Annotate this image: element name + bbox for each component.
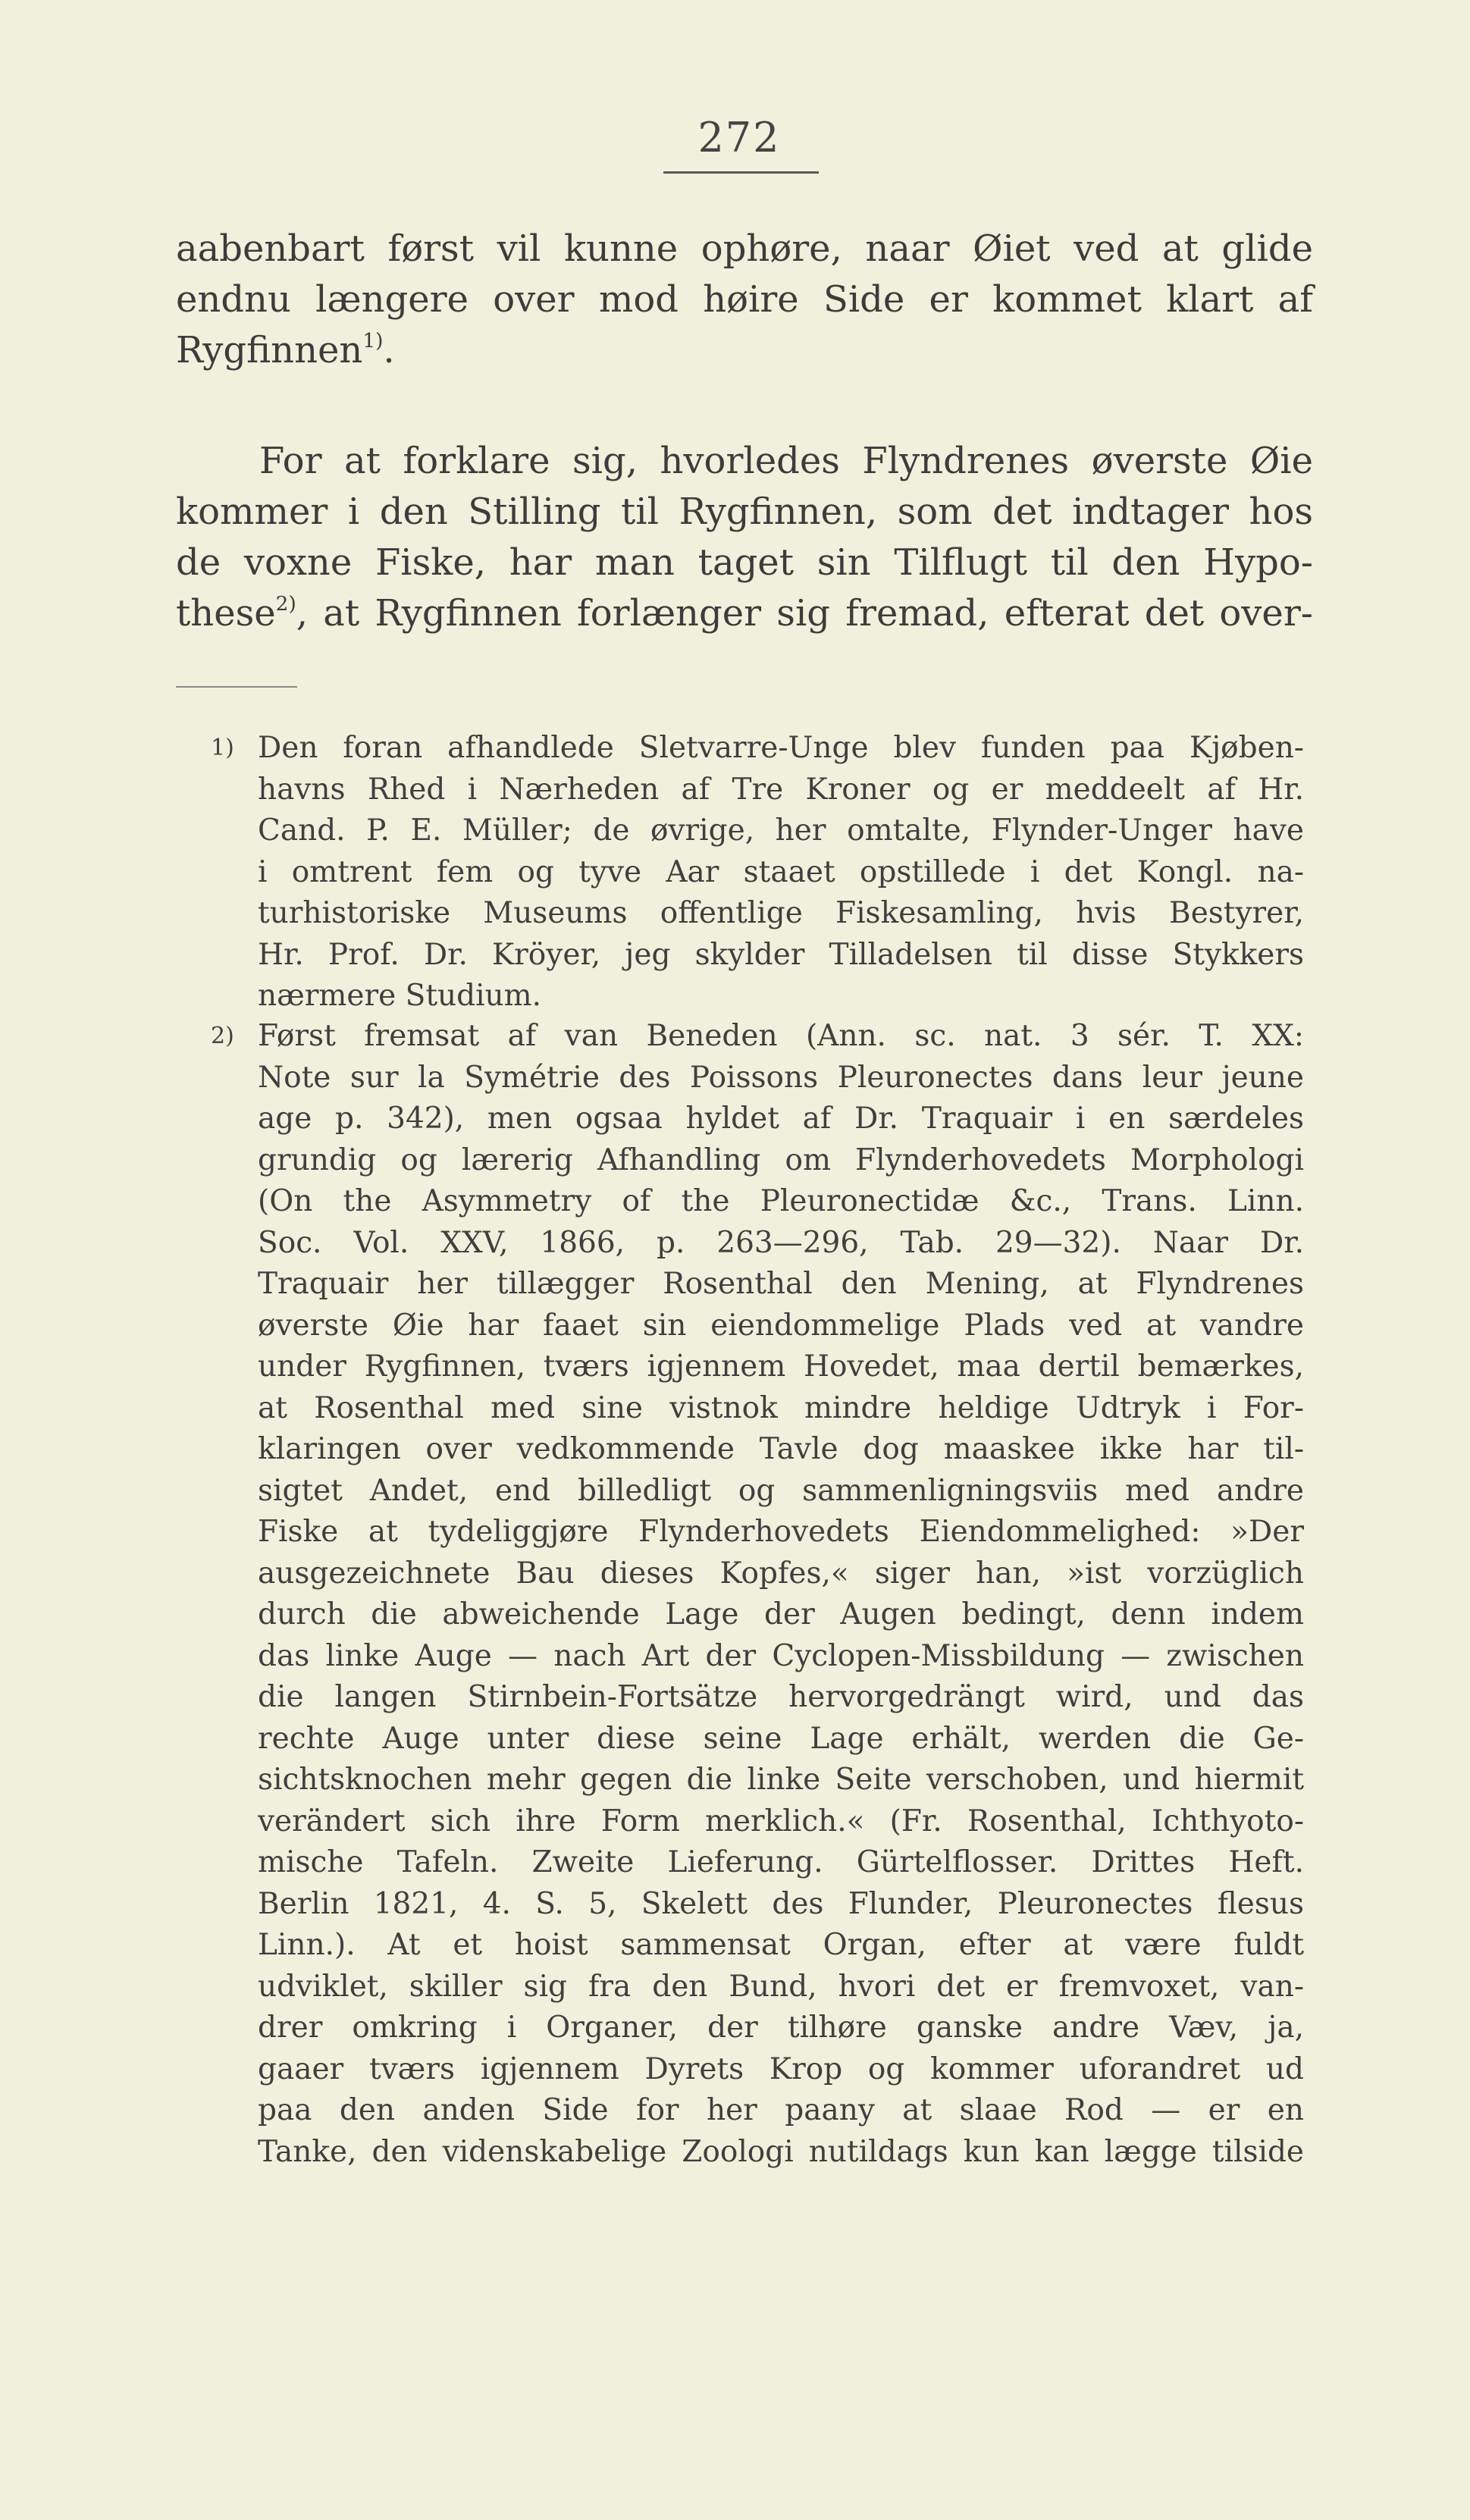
footnote-line: mische Tafeln. Zweite Lieferung. Gürtelflosser. Drittes Heft. — [258, 1845, 1304, 1879]
footnote-line: udviklet, skiller sig fra den Bund, hvori det er fremvoxet, van- — [258, 1969, 1304, 2004]
paragraph-1-line-3-text: Rygfinnen — [176, 329, 363, 371]
paragraph-1-line-3-tail: . — [383, 329, 395, 371]
footnote-line: klaringen over vedkommende Tavle dog maaskee ikke har til- — [258, 1432, 1304, 1466]
footnote-line: die langen Stirnbein-Fortsätze hervorgedrängt wird, und das — [258, 1680, 1304, 1714]
footnote-line: Tanke, den videnskabelige Zoologi nutildags kun kan lægge tilside — [258, 2134, 1304, 2169]
paragraph-2 — [176, 436, 1313, 639]
footnote-line: sigtet Andet, end billedligt og sammenligningsviis med andre — [258, 1473, 1304, 1508]
footnote-2 — [211, 1016, 1304, 2173]
footnote-divider — [176, 686, 297, 688]
footnote-line: Fiske at tydeliggjøre Flynderhovedets Eiendommelighed: »Der — [258, 1515, 1304, 1549]
footnote-ref-2: 2) — [275, 592, 296, 616]
footnote-line: grundig og lærerig Afhandling om Flynderhovedets Morphologi — [258, 1142, 1304, 1177]
footnote-line: paa den anden Side for her paany at slaae Rod — er en — [258, 2093, 1304, 2127]
footnote-1-marker: 1) — [211, 735, 234, 761]
paragraph-2-line-3: de voxne Fiske, har man taget sin Tilflugt til den Hypo- — [176, 541, 1313, 584]
footnote-line: (On the Asymmetry of the Pleuronectidæ &c., Trans. Linn. — [258, 1184, 1304, 1218]
footnote-1-body — [258, 728, 1304, 1017]
footnote-line: verändert sich ihre Form merklich.« (Fr. Rosenthal, Ichthyoto- — [258, 1804, 1304, 1838]
footnote-2-body — [258, 1016, 1304, 2173]
footnote-line: Berlin 1821, 4. S. 5, Skelett des Flunder, Pleuronectes flesus — [258, 1886, 1304, 1921]
footnote-line: nærmere Studium. — [258, 979, 542, 1013]
paragraph-1-line-2: endnu længere over mod høire Side er kommet klart af — [176, 278, 1313, 321]
footnote-line: under Rygfinnen, tværs igjennem Hovedet, maa dertil bemærkes, — [258, 1349, 1304, 1384]
footnote-line: Traquair her tillægger Rosenthal den Mening, at Flyndrenes — [258, 1267, 1304, 1301]
footnote-line: sichtsknochen mehr gegen die linke Seite verschoben, und hiermit — [258, 1763, 1304, 1797]
paragraph-1-line-1: aabenbart først vil kunne ophøre, naar Øiet ved at glide — [176, 227, 1313, 270]
footnote-line: Den foran afhandlede Sletvarre-Unge blev funden paa Kjøben- — [258, 731, 1304, 765]
paragraph-2-line-1: For at forklare sig, hvorledes Flyndrenes øverste Øie — [259, 440, 1313, 482]
footnote-line: Hr. Prof. Dr. Kröyer, jeg skylder Tilladelsen til disse Stykkers — [258, 937, 1304, 972]
footnote-1 — [211, 728, 1304, 1017]
paragraph-1 — [176, 224, 1313, 376]
footnote-line: das linke Auge — nach Art der Cyclopen-Missbildung — zwischen — [258, 1638, 1304, 1673]
footnote-line: i omtrent fem og tyve Aar staaet opstillede i det Kongl. na- — [258, 854, 1304, 889]
footnote-line: at Rosenthal med sine vistnok mindre heldige Udtryk i For- — [258, 1390, 1304, 1425]
page-number: 272 — [697, 114, 781, 161]
footnote-line: gaaer tværs igjennem Dyrets Krop og kommer uforandret ud — [258, 2051, 1304, 2086]
footnote-line: turhistoriske Museums offentlige Fiskesamling, hvis Bestyrer, — [258, 896, 1304, 930]
page-number-rule — [663, 171, 819, 174]
footnote-2-marker: 2) — [211, 1023, 234, 1049]
paragraph-2-line-4-tail: , at Rygfinnen forlænger sig fremad, efterat det over- — [296, 592, 1313, 635]
footnote-line: Note sur la Symétrie des Poissons Pleuronectes dans leur jeune — [258, 1060, 1304, 1095]
paragraph-2-line-4 — [176, 588, 1313, 639]
footnote-line: øverste Øie har faaet sin eiendommelige Plads ved at vandre — [258, 1308, 1304, 1343]
footnote-line: Linn.). At et hoist sammensat Organ, efter at være fuldt — [258, 1928, 1304, 1962]
footnote-line: durch die abweichende Lage der Augen bedingt, denn indem — [258, 1597, 1304, 1631]
footnote-line: rechte Auge unter diese seine Lage erhält, werden die Ge- — [258, 1721, 1304, 1756]
paragraph-1-line-3 — [176, 325, 1313, 376]
footnote-line: age p. 342), men ogsaa hyldet af Dr. Traquair i en særdeles — [258, 1102, 1304, 1136]
footnote-ref-1: 1) — [362, 329, 384, 353]
footnote-line: Cand. P. E. Müller; de øvrige, her omtalte, Flynder-Unger have — [258, 813, 1304, 848]
paragraph-2-line-4-text: these — [176, 592, 276, 635]
footnote-line: ausgezeichnete Bau dieses Kopfes,« siger han, »ist vorzüglich — [258, 1556, 1304, 1591]
paragraph-2-line-2: kommer i den Stilling til Rygfinnen, som det indtager hos — [176, 491, 1313, 533]
footnote-line: Først fremsat af van Beneden (Ann. sc. nat. 3 sér. T. XX: — [258, 1019, 1304, 1053]
footnote-line: Soc. Vol. XXV, 1866, p. 263—296, Tab. 29—32). Naar Dr. — [258, 1225, 1304, 1260]
footnote-line: havns Rhed i Nærheden af Tre Kroner og er meddeelt af Hr. — [258, 772, 1304, 807]
footnote-line: drer omkring i Organer, der tilhøre ganske andre Væv, ja, — [258, 2011, 1304, 2045]
